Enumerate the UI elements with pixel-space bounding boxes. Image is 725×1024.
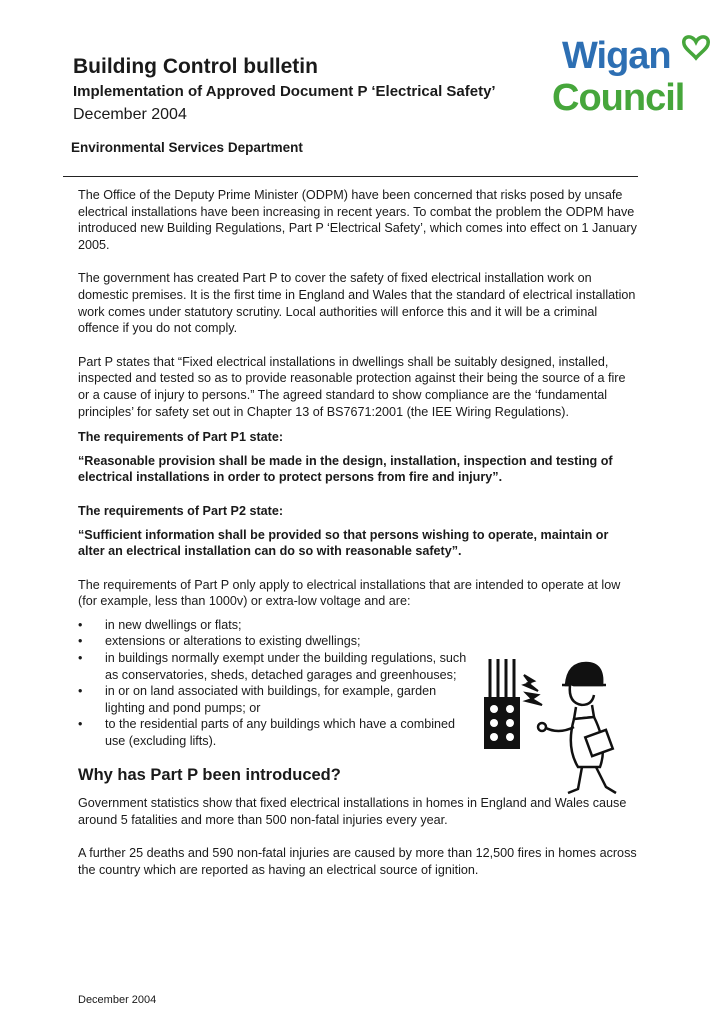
paragraph-part-p-purpose: The government has created Part P to cover the safety of fixed electrical installation work on domestic premises. It is the first time in England and Wales that the standard of electrical installation work comes under statutory scrutiny. Local authorities will enforce this and it will be a criminal offence if you do not comply.	[78, 271, 636, 336]
list-item: • in new dwellings or flats;	[78, 617, 468, 634]
logo-line1: Wigan	[562, 35, 671, 77]
p1-heading: The requirements of Part P1 state:	[78, 430, 284, 445]
spark-icon	[524, 675, 542, 705]
section-heading: Why has Part P been introduced?	[78, 765, 341, 784]
issue-date: December 2004	[73, 106, 187, 123]
page-title: Building Control bulletin	[73, 55, 318, 78]
header-divider	[63, 176, 638, 177]
list-item: • to the residential parts of any buildings which have a combined use (excluding lifts).	[78, 716, 468, 749]
electrician-illustration	[478, 655, 628, 803]
heart-icon	[684, 37, 709, 58]
p1-quote: “Reasonable provision shall be made in the design, installation, inspection and testing of electrical installations in order to protect persons from fire and injury”.	[78, 453, 613, 485]
p2-quote: “Sufficient information shall be provided so that persons wishing to operate, maintain or alter an electrical installation can do so with reasonable safety”.	[78, 527, 609, 559]
wires-icon	[490, 659, 514, 697]
list-item: • in buildings normally exempt under the building regulations, such as conservatories, sheds, detached garages and greenhouses;	[78, 650, 468, 683]
paragraph-part-p-statement: Part P states that “Fixed electrical installations in dwellings shall be suitably designed, installed, inspected and tested so as to provide reasonable protection against their being the source of a fire or a cause of injury to persons.” The agreed standard to show compliance are the ‘fundamental principles’ for safety set out in Chapter 13 of BS7671:2001 (the IEE Wiring Regulations).	[78, 354, 626, 419]
footer-date: December 2004	[78, 994, 157, 1006]
scope-list	[78, 617, 468, 750]
paragraph-intro: The Office of the Deputy Prime Minister (ODPM) have been concerned that risks posed by unsafe electrical installations have been increasing in recent years. To combat the problem the ODPM have introduced new Building Regulations, Part P ‘Electrical Safety’, which comes into effect on 1 January 2005.	[78, 188, 637, 252]
list-item: • extensions or alterations to existing dwellings;	[78, 633, 468, 650]
wigan-council-logo	[552, 30, 712, 114]
department-name: Environmental Services Department	[71, 140, 303, 155]
logo-line2: Council	[552, 77, 685, 114]
paragraph-statistics: Government statistics show that fixed electrical installations in homes in England and Wales cause around 5 fatalities and more than 500 non-fatal injuries every year.	[78, 796, 627, 827]
paragraph-fires: A further 25 deaths and 590 non-fatal injuries are caused by more than 12,500 fires in homes across the country which are reported as having an electrical source of ignition.	[78, 846, 637, 877]
electrician-figure-icon	[538, 663, 616, 793]
p2-heading: The requirements of Part P2 state:	[78, 503, 284, 518]
socket-box-icon	[484, 697, 520, 749]
scope-intro: The requirements of Part P only apply to electrical installations that are intended to operate at low (for example, less than 1000v) or extra-low voltage and are:	[78, 577, 621, 609]
list-item: • in or on land associated with buildings, for example, garden lighting and pond pumps; or	[78, 683, 468, 716]
page-subtitle: Implementation of Approved Document P ‘Electrical Safety’	[73, 83, 496, 100]
